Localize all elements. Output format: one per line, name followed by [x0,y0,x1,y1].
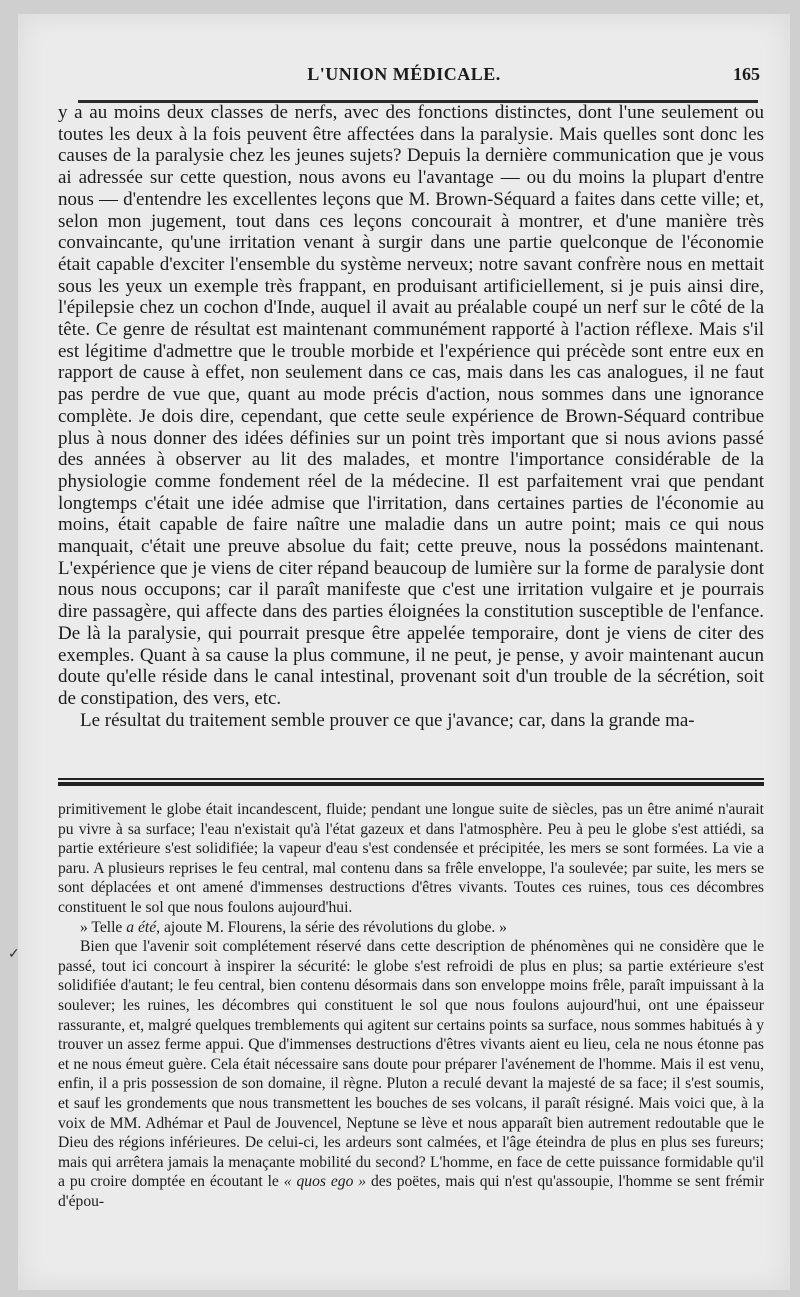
quote-rest: ajoute M. Flourens, la série des révolutions du globe. » [163,918,507,936]
footnote-italic: « quos ego » [283,1173,367,1191]
footnote-text-a: Bien que l'avenir soit complétement réservé dans cette description de phénomènes qui ne considère que le passé, tout ici concourt à inspirer la sécurité: le globe s'est refroidi de plus en plus; sa partie extérieure s'est solidifiée d'autant; le feu central, bien contenu désormais dans son enveloppe moins frêle, paraît impuissant à la soulever; les ruines, les décombres qui constituent le sol que nous foulons aujourd'hui, ont une épaisseur rassurante, et, malgré quelques tremblements qui agitent sur certains points sa surface, nous sommes habitués à y trouver un assez ferme appui. Que d'immenses destructions d'êtres vivants aient eu lieu, cela ne nous étonne pas et ne nous émeut guère. Cela était nécessaire sans doute pour préparer l'avénement de l'homme. Mais il est venu, enfin, il a pris possession de son domaine, il règne. Pluton a reculé devant la majesté de sa face; il s'est soumis, et sauf les grondements que nous transmettent les bouches de ses volcans, il paraît résigné. Mais voici que, à la voix de MM. Adhémar et Paul de Jouvencel, Neptune se lève et nous apparaît bien autrement redoutable que le Dieu des régions inférieures. De celui-ci, les ardeurs sont calmées, et l'âge éteindra de plus en plus ses fureurs; mais qui arrêtera jamais la menaçante mobilité du second? L'homme, en face de cette puissance formidable qu'il a pu croire domptée en écoutant le [58,938,764,1191]
footnote-separator [58,778,764,786]
main-paragraph: y a au moins deux classes de nerfs, avec des fonctions distinctes, dont l'une seulement ou toutes les deux à la fois peuvent être affectées dans la paralysie. Mais quelles sont donc les causes de la paralysie chez les jeunes sujets? Depuis la dernière communication que je vous ai adressée sur cette question, nous avons eu l'avantage — ou du moins la plupart d'entre nous — d'entendre les excellentes leçons que M. Brown-Séquard a faites dans cette ville; et, selon mon jugement, tout dans ces leçons concourait à montrer, et d'une manière très convaincante, qu'une irritation venant à surgir dans une partie quelconque de l'économie était capable d'exciter l'ensemble du système nerveux; notre savant confrère nous en mettait sous les yeux un exemple très frappant, en produisant artificiellement, si je puis ainsi dire, l'épilepsie chez un cochon d'Inde, auquel il avait au préalable coupé un nerf sur le côté de la tête. Ce genre de résultat est maintenant communément rapporté à l'action réflexe. Mais s'il est légitime d'admettre que le trouble morbide et l'expérience qui précède sont entre eux en rapport de cause à effet, non seulement dans ce cas, mais dans les cas analogues, il ne faut pas perdre de vue que, quant au mode précis d'action, nous sommes dans une ignorance complète. Je dois dire, cependant, que cette seule expérience de Brown-Séquard contribue plus à nous donner des idées définies sur un point très important que si nous avions passé des années à observer au lit des malades, et montre l'importance considérable de la physiologie comme fondement réel de la médecine. Il est parfaitement vrai que pendant longtemps c'était une idée admise que l'irritation, dans certaines parties de l'économie au moins, était capable de faire naître une maladie dans un autre point; mais ce qui nous manquait, c'était une preuve absolue du fait; cette preuve, nous la possédons maintenant. L'expérience que je viens de citer répand beaucoup de lumière sur la forme de paralysie dont nous nous occupons; car il paraît manifeste que c'est une irritation vulgaire et je pourrais dire passagère, qui affecte dans des parties éloignées la constitution susceptible de l'enfance. De là la paralysie, qui pourrait presque être appelée temporaire, dont je viens de citer des exemples. Quant à sa cause la plus commune, il ne peut, je pense, y avoir maintenant aucun doute qu'elle réside dans le canal intestinal, provenant soit d'un trouble de la sécrétion, soit de constipation, des vers, etc. [58,102,764,709]
page-number: 165 [733,64,760,84]
footnote-paragraph: primitivement le globe était incandescent, fluide; pendant une longue suite de siècles, pas un être animé n'aurait pu vivre à sa surface; l'eau n'existait qu'à l'état gazeux et dans l'atmosphère. Peu à peu le globe s'est attiédi, sa partie extérieure s'est solidifiée; la vapeur d'eau s'est condensée et précipitée, les mers se sont formées. La vie a paru. A plusieurs reprises le feu central, mal contenu dans sa frêle enveloppe, l'a soulevée; par suite, les mers se sont déplacées et ont amené d'immenses destructions d'êtres vivants. Toutes ces ruines, tous ces décombres constituent le sol que nous foulons aujourd'hui. [58,801,764,916]
main-paragraph: Le résultat du traitement semble prouver ce que j'avance; car, dans la grande ma- [80,709,695,731]
running-header [18,64,790,98]
footnote-text [58,800,764,1211]
footnote-text-b: des poëtes, mais qui n'est qu'assoupie, l'homme se sent frémir d'épou- [58,1173,765,1210]
margin-check-mark: ✓ [8,947,20,962]
footnote-quote [58,918,764,938]
main-text [58,102,764,731]
footnote-paragraph [58,937,764,1211]
quote-italic: a été, [126,918,161,936]
quote-open: » Telle [80,918,123,936]
journal-title: L'UNION MÉDICALE. [307,64,501,84]
